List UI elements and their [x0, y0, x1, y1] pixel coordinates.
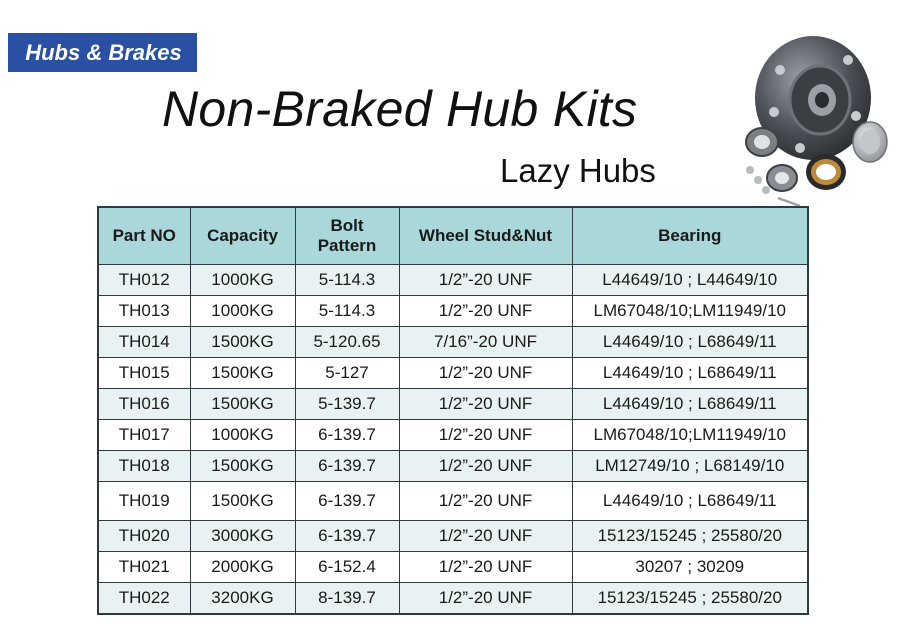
- cell-wheel-stud-nut: 1/2”-20 UNF: [399, 296, 572, 327]
- cell-bearing: LM12749/10 ; L68149/10: [572, 451, 808, 482]
- cell-part-no: TH018: [98, 451, 190, 482]
- cell-bearing: L44649/10 ; L68649/11: [572, 327, 808, 358]
- cell-bolt-pattern: 5-114.3: [295, 296, 399, 327]
- cell-bearing: L44649/10 ; L68649/11: [572, 358, 808, 389]
- hub-kits-table: [97, 206, 809, 615]
- cell-bolt-pattern: 5-120.65: [295, 327, 399, 358]
- cell-bolt-pattern: 8-139.7: [295, 583, 399, 615]
- page-subtitle: Lazy Hubs: [500, 152, 656, 189]
- cell-wheel-stud-nut: 1/2”-20 UNF: [399, 552, 572, 583]
- cell-bolt-pattern: 5-139.7: [295, 389, 399, 420]
- table-row: [98, 389, 808, 420]
- cell-part-no: TH015: [98, 358, 190, 389]
- cell-wheel-stud-nut: 1/2”-20 UNF: [399, 358, 572, 389]
- cell-bolt-pattern: 6-139.7: [295, 521, 399, 552]
- table-row: [98, 265, 808, 296]
- cell-capacity: 1500KG: [190, 451, 295, 482]
- cell-part-no: TH020: [98, 521, 190, 552]
- cell-bearing: LM67048/10;LM11949/10: [572, 420, 808, 451]
- cell-part-no: TH014: [98, 327, 190, 358]
- cell-bolt-pattern: 6-152.4: [295, 552, 399, 583]
- cell-part-no: TH022: [98, 583, 190, 615]
- header-bolt-pattern: Bolt Pattern: [295, 207, 399, 265]
- cell-bolt-pattern: 5-127: [295, 358, 399, 389]
- cell-bearing: L44649/10 ; L68649/11: [572, 389, 808, 420]
- table-row: [98, 451, 808, 482]
- header-part-no: Part NO: [98, 207, 190, 265]
- cell-capacity: 1500KG: [190, 389, 295, 420]
- cell-bolt-pattern: 6-139.7: [295, 482, 399, 521]
- cell-capacity: 3000KG: [190, 521, 295, 552]
- cell-wheel-stud-nut: 1/2”-20 UNF: [399, 583, 572, 615]
- table-row: [98, 583, 808, 615]
- header-bearing: Bearing: [572, 207, 808, 265]
- page-title: Non-Braked Hub Kits: [162, 81, 638, 137]
- table-row: [98, 327, 808, 358]
- cell-wheel-stud-nut: 1/2”-20 UNF: [399, 420, 572, 451]
- cell-part-no: TH021: [98, 552, 190, 583]
- table-row: [98, 552, 808, 583]
- cell-capacity: 3200KG: [190, 583, 295, 615]
- header-capacity: Capacity: [190, 207, 295, 265]
- cell-wheel-stud-nut: 1/2”-20 UNF: [399, 521, 572, 552]
- cell-bolt-pattern: 6-139.7: [295, 451, 399, 482]
- cell-part-no: TH019: [98, 482, 190, 521]
- cell-wheel-stud-nut: 1/2”-20 UNF: [399, 389, 572, 420]
- table-row: [98, 358, 808, 389]
- cell-bearing: 30207 ; 30209: [572, 552, 808, 583]
- hub-kit-image: [738, 30, 893, 210]
- table-header-row: [98, 207, 808, 265]
- cell-capacity: 1000KG: [190, 420, 295, 451]
- table-row: [98, 296, 808, 327]
- cell-bearing: 15123/15245 ; 25580/20: [572, 583, 808, 615]
- cell-capacity: 1000KG: [190, 265, 295, 296]
- cell-capacity: 1500KG: [190, 358, 295, 389]
- cell-bearing: 15123/15245 ; 25580/20: [572, 521, 808, 552]
- table-row: [98, 521, 808, 552]
- cell-wheel-stud-nut: 7/16”-20 UNF: [399, 327, 572, 358]
- cell-part-no: TH017: [98, 420, 190, 451]
- cell-wheel-stud-nut: 1/2”-20 UNF: [399, 265, 572, 296]
- cell-part-no: TH016: [98, 389, 190, 420]
- cell-bolt-pattern: 6-139.7: [295, 420, 399, 451]
- header-wheel-stud-nut: Wheel Stud&Nut: [399, 207, 572, 265]
- cell-bearing: LM67048/10;LM11949/10: [572, 296, 808, 327]
- cell-bolt-pattern: 5-114.3: [295, 265, 399, 296]
- cell-bearing: L44649/10 ; L44649/10: [572, 265, 808, 296]
- cell-bearing: L44649/10 ; L68649/11: [572, 482, 808, 521]
- cell-part-no: TH012: [98, 265, 190, 296]
- table-row: [98, 482, 808, 521]
- cell-part-no: TH013: [98, 296, 190, 327]
- cell-capacity: 1500KG: [190, 327, 295, 358]
- cell-capacity: 1000KG: [190, 296, 295, 327]
- cell-capacity: 1500KG: [190, 482, 295, 521]
- cell-wheel-stud-nut: 1/2”-20 UNF: [399, 482, 572, 521]
- category-badge: Hubs & Brakes: [8, 33, 197, 72]
- cell-wheel-stud-nut: 1/2”-20 UNF: [399, 451, 572, 482]
- cell-capacity: 2000KG: [190, 552, 295, 583]
- table-row: [98, 420, 808, 451]
